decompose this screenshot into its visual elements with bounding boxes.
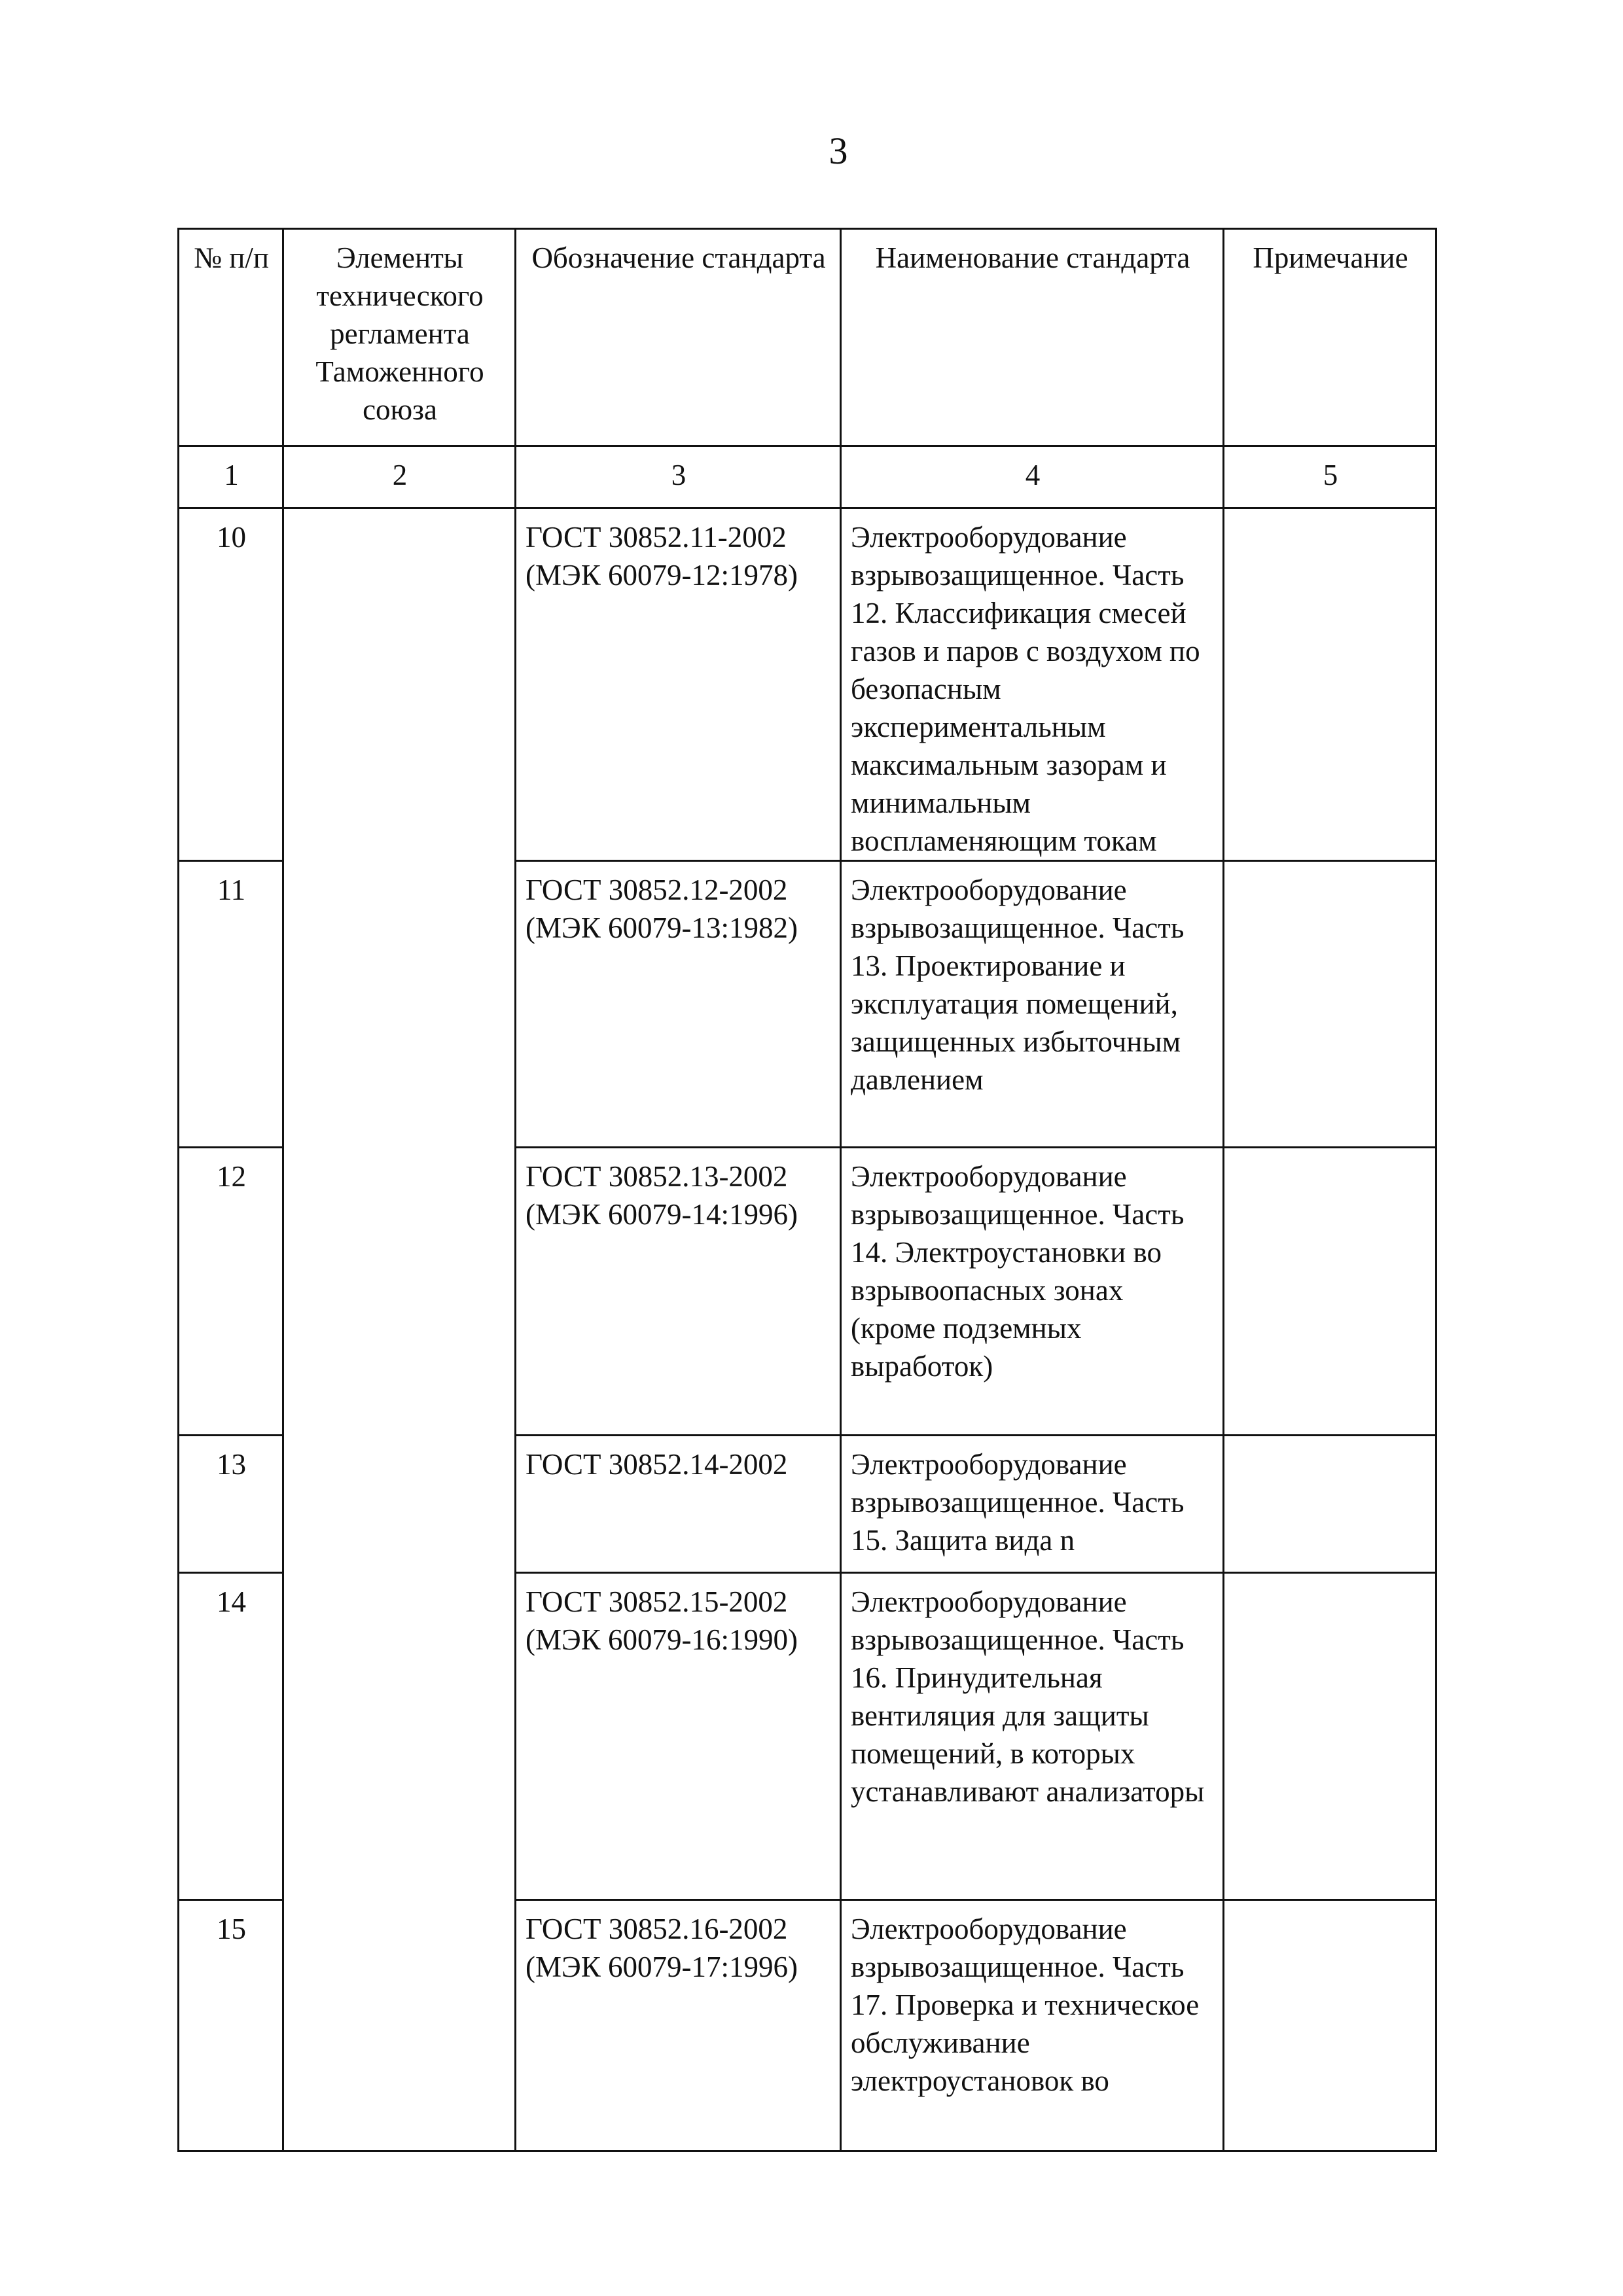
header-note: Примечание [1224,229,1436,446]
designation-iec: (МЭК 60079-17:1996) [526,1951,798,1983]
row-number: 11 [179,861,283,1148]
row-note [1224,1436,1436,1573]
row-designation [516,1900,841,2151]
designation-iec: (МЭК 60079-14:1996) [526,1198,798,1231]
designation-gost: ГОСТ 30852.11-2002 [526,521,787,554]
row-note [1224,1573,1436,1900]
row-number: 13 [179,1436,283,1573]
column-number: 2 [283,446,516,508]
designation-iec: (МЭК 60079-12:1978) [526,559,798,592]
row-standard-name: Электрооборудование взрывозащищенное. Часть 16. Принудительная вентиляция для защиты помещений, в которых устанавливают анализаторы [841,1573,1224,1900]
table-row [179,508,1436,861]
header-designation: Обозначение стандарта [516,229,841,446]
row-designation [516,1436,841,1573]
row-standard-name: Электрооборудование взрывозащищенное. Часть 13. Проектирование и эксплуатация помещений, защищенных избыточным давлением [841,861,1224,1148]
designation-gost: ГОСТ 30852.12-2002 [526,874,788,906]
row-number: 12 [179,1148,283,1436]
column-number: 1 [179,446,283,508]
designation-gost: ГОСТ 30852.15-2002 [526,1585,788,1618]
row-designation [516,508,841,861]
page-number: 3 [829,130,848,172]
row-number: 14 [179,1573,283,1900]
table-header-row [179,229,1436,446]
column-number: 4 [841,446,1224,508]
row-standard-name: Электрооборудование взрывозащищенное. Часть 17. Проверка и техническое обслуживание электроустановок во [841,1900,1224,2151]
row-note [1224,1900,1436,2151]
row-number: 15 [179,1900,283,2151]
row-note [1224,1148,1436,1436]
row-number: 10 [179,508,283,861]
designation-gost: ГОСТ 30852.14-2002 [526,1448,788,1481]
row-element-cell [283,508,516,2151]
row-note [1224,508,1436,861]
row-standard-name: Электрооборудование взрывозащищенное. Часть 12. Классификация смесей газов и паров с воздухом по безопасным экспериментальным максимальным зазорам и минимальным воспламеняющим токам [841,508,1224,861]
designation-gost: ГОСТ 30852.16-2002 [526,1913,788,1945]
row-designation [516,861,841,1148]
designation-gost: ГОСТ 30852.13-2002 [526,1160,788,1193]
header-num: № п/п [179,229,283,446]
designation-iec: (МЭК 60079-13:1982) [526,911,798,944]
standards-table [177,228,1437,2152]
row-designation [516,1573,841,1900]
designation-iec: (МЭК 60079-16:1990) [526,1623,798,1656]
column-number-row [179,446,1436,508]
row-designation [516,1148,841,1436]
row-standard-name: Электрооборудование взрывозащищенное. Часть 14. Электроустановки во взрывоопасных зонах (кроме подземных выработок) [841,1148,1224,1436]
header-elements: Элементы технического регламента Таможенного союза [283,229,516,446]
column-number: 5 [1224,446,1436,508]
header-name: Наименование стандарта [841,229,1224,446]
column-number: 3 [516,446,841,508]
row-standard-name: Электрооборудование взрывозащищенное. Часть 15. Защита вида n [841,1436,1224,1573]
row-note [1224,861,1436,1148]
